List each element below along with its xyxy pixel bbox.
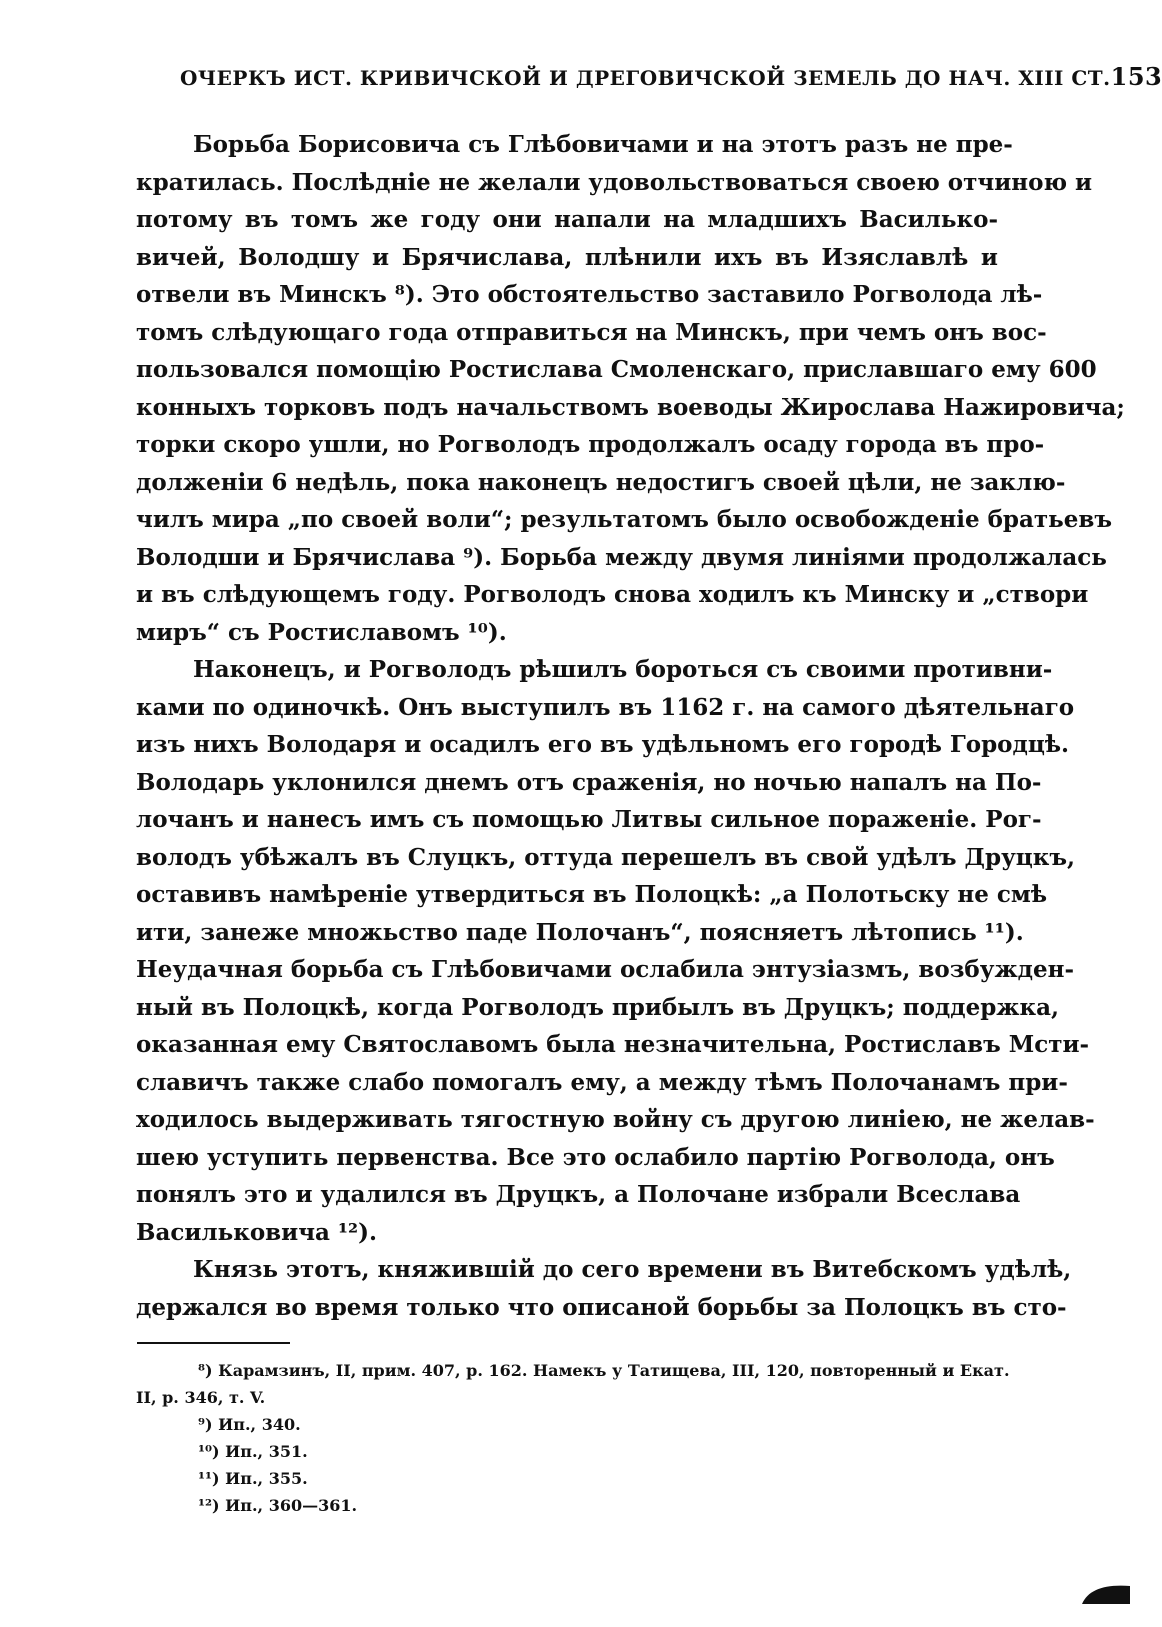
text-line: Володши и Брячислава ⁹). Борьба между двумя линіями продолжалась <box>136 543 1107 571</box>
footnote-line: ¹⁰) Ип., 351. <box>198 1442 308 1461</box>
footnotes <box>136 1357 1010 1519</box>
footnote-line: II, р. 346, т. V. <box>136 1388 266 1407</box>
footnote-divider <box>137 1342 290 1344</box>
text-line: славичъ также слабо помогалъ ему, а между тѣмъ Полочанамъ при- <box>136 1068 1068 1096</box>
footnote-line: ¹¹) Ип., 355. <box>198 1469 308 1488</box>
text-line: чилъ мира „по своей воли“; результатомъ было освобожденіе братьевъ <box>136 506 1113 533</box>
text-line: Князь этотъ, княжившій до сего времени въ Витебскомъ удѣлѣ, <box>193 1256 1072 1283</box>
text-line: Васильковича ¹²). <box>136 1218 378 1246</box>
text-line: лочанъ и нанесъ имъ съ помощью Литвы сильное пораженіе. Рог- <box>136 806 1042 833</box>
text-line: Неудачная борьба съ Глѣбовичами ослабила энтузіазмъ, возбужден- <box>136 956 1075 983</box>
text-line: конныхъ торковъ подъ начальствомъ воеводы Жирослава Нажировича; <box>136 393 1125 421</box>
text-line: пользовался помощію Ростислава Смоленскаго, приславшаго ему 600 <box>136 356 1097 383</box>
text-line: шею уступить первенства. Все это ослабило партію Рогволода, онъ <box>136 1143 1055 1171</box>
text-line: оказанная ему Святославомъ была незначительна, Ростиславъ Мсти- <box>136 1031 1090 1058</box>
text-line: ходилось выдерживать тягостную войну съ другою линіею, не желав- <box>136 1106 1095 1133</box>
footnote-line: ¹²) Ип., 360—361. <box>198 1496 358 1515</box>
text-line: Наконецъ, и Рогволодъ рѣшилъ бороться съ своими противни- <box>193 656 1053 683</box>
text-line: володъ убѣжалъ въ Слуцкъ, оттуда перешелъ въ свой удѣлъ Друцкъ, <box>136 843 1076 871</box>
text-line: ный въ Полоцкѣ, когда Рогволодъ прибылъ въ Друцкъ; поддержка, <box>136 993 1060 1021</box>
footnote-line: ⁹) Ип., 340. <box>198 1415 301 1434</box>
text-line: ити, занеже множьство паде Полочанъ“, поясняетъ лѣтопись ¹¹). <box>136 918 1024 946</box>
text-line: Володарь уклонился днемъ отъ сраженія, но ночью напалъ на По- <box>136 768 1042 796</box>
text-line: оставивъ намѣреніе утвердиться въ Полоцкѣ: „а Полотьску не смѣ <box>136 881 1048 908</box>
text-line: понялъ это и удалился въ Друцкъ, а Полочане избрали Всеслава <box>136 1181 1021 1208</box>
running-header <box>180 62 1162 91</box>
text-line: Борьба Борисовича съ Глѣбовичами и на этотъ разъ не пре- <box>193 131 1013 158</box>
text-line: торки скоро ушли, но Рогволодъ продолжалъ осаду города въ про- <box>136 431 1045 458</box>
page-number: 153 <box>1110 62 1162 91</box>
text-line: держался во время только что описаной борьбы за Полоцкъ въ сто- <box>136 1293 1067 1321</box>
text-line: вичей, Володшу и Брячислава, плѣнили ихъ въ Изяславлѣ и <box>136 243 998 271</box>
body-text <box>136 126 1125 1326</box>
running-title: ОЧЕРКЪ ИСТ. КРИВИЧСКОЙ И ДРЕГОВИЧСКОЙ ЗЕМЕЛЬ ДО НАЧ. XIII СТ. <box>180 66 1111 90</box>
text-line: и въ слѣдующемъ году. Рогволодъ снова ходилъ къ Минску и „створи <box>136 581 1089 608</box>
text-line: потому въ томъ же году они напали на младшихъ Василько- <box>136 206 998 233</box>
text-line: отвели въ Минскъ ⁸). Это обстоятельство заставило Рогволода лѣ- <box>136 281 1043 308</box>
text-line: миръ“ съ Ростиславомъ ¹⁰). <box>136 618 507 646</box>
footnote-line: ⁸) Карамзинъ, II, прим. 407, р. 162. Намекъ у Татищева, III, 120, повторенный и Екат. <box>198 1361 1010 1380</box>
text-line: изъ нихъ Володаря и осадилъ его въ удѣльномъ его городѣ Городцѣ. <box>136 731 1070 758</box>
text-line: долженіи 6 недѣль, пока наконецъ недостигъ своей цѣли, не заклю- <box>136 468 1066 496</box>
text-line: кратилась. Послѣдніе не желали удовольствоваться своею отчиною и <box>136 168 1093 196</box>
page-corner-mark <box>1080 1580 1132 1606</box>
text-line: томъ слѣдующаго года отправиться на Минскъ, при чемъ онъ вос- <box>136 318 1047 346</box>
text-line: ками по одиночкѣ. Онъ выступилъ въ 1162 г. на самого дѣятельнаго <box>136 693 1075 721</box>
